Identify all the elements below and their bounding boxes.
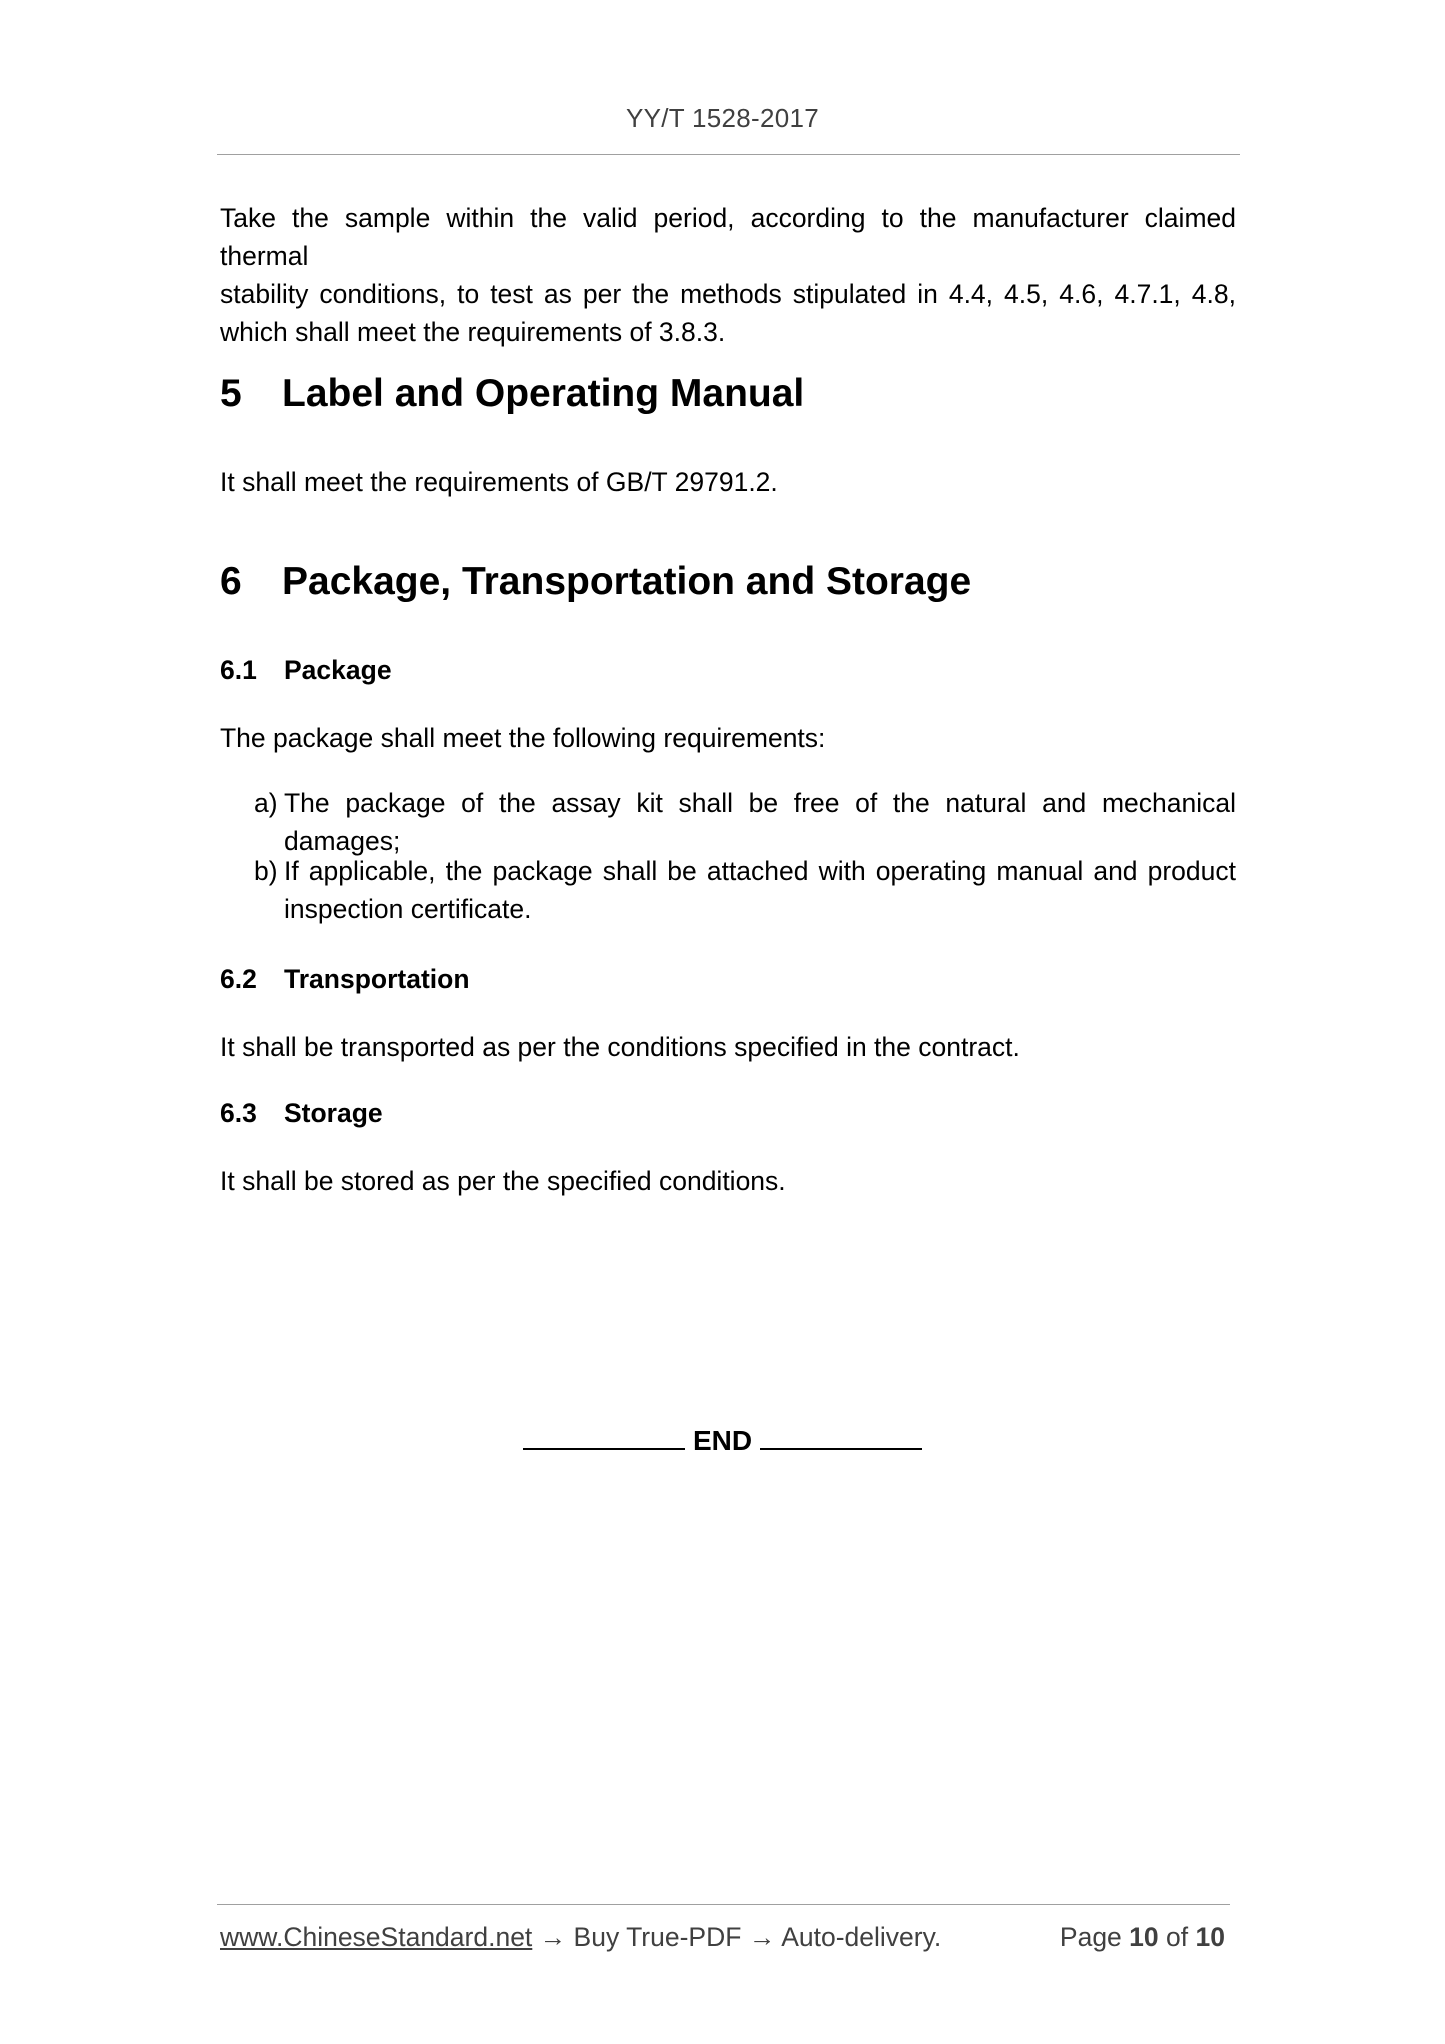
subsection-6-2-text: It shall be transported as per the conditions specified in the contract. bbox=[220, 1032, 1020, 1062]
footer-divider bbox=[217, 1904, 1230, 1905]
subsection-6-3-text: It shall be stored as per the specified conditions. bbox=[220, 1166, 786, 1196]
list-marker: a) bbox=[254, 788, 278, 818]
end-rule-left bbox=[523, 1422, 685, 1450]
page-number bbox=[1060, 1922, 1225, 1953]
section-6-heading bbox=[220, 560, 971, 604]
subsection-title: Transportation bbox=[284, 964, 470, 994]
end-rule-right bbox=[760, 1422, 922, 1450]
header-divider bbox=[217, 154, 1240, 155]
list-text: inspection certificate. bbox=[284, 894, 532, 924]
subsection-title: Package bbox=[284, 655, 392, 685]
subsection-number: 6.2 bbox=[220, 964, 257, 994]
section-5-heading bbox=[220, 372, 804, 416]
delivery-text: Auto-delivery. bbox=[781, 1922, 942, 1952]
list-text: The package of the assay kit shall be free of the natural and mechanical damages; bbox=[284, 788, 1236, 856]
end-marker bbox=[0, 1422, 1445, 1457]
list-marker: b) bbox=[254, 856, 278, 886]
website-link[interactable]: www.ChineseStandard.net bbox=[220, 1922, 533, 1952]
section-number: 6 bbox=[220, 560, 242, 603]
arrow-icon: → bbox=[539, 1922, 567, 1952]
section-number: 5 bbox=[220, 372, 242, 415]
page-current: 10 bbox=[1129, 1922, 1159, 1952]
subsection-6-3-heading bbox=[220, 1098, 383, 1129]
subsection-6-2-heading bbox=[220, 964, 470, 995]
subsection-title: Storage bbox=[284, 1098, 383, 1128]
subsection-number: 6.1 bbox=[220, 655, 257, 685]
end-text: END bbox=[692, 1425, 753, 1456]
intro-line: stability conditions, to test as per the methods stipulated in 4.4, 4.5, 4.6, 4.7.1, 4.8, bbox=[220, 279, 1236, 309]
list-text: If applicable, the package shall be attached with operating manual and product bbox=[284, 856, 1236, 886]
section-title: Label and Operating Manual bbox=[282, 372, 805, 415]
list-item bbox=[254, 784, 1236, 860]
intro-line: which shall meet the requirements of 3.8.3. bbox=[220, 317, 726, 347]
buy-text: Buy True-PDF bbox=[573, 1922, 742, 1952]
subsection-6-1-heading bbox=[220, 655, 392, 686]
subsection-number: 6.3 bbox=[220, 1098, 257, 1128]
page-footer bbox=[220, 1922, 1230, 1953]
list-item bbox=[254, 852, 1236, 928]
intro-line: Take the sample within the valid period, according to the manufacturer claimed thermal bbox=[220, 203, 1236, 271]
page-total: 10 bbox=[1195, 1922, 1225, 1952]
section-5-text: It shall meet the requirements of GB/T 29791.2. bbox=[220, 467, 778, 497]
intro-paragraph bbox=[220, 199, 1236, 351]
arrow-icon: → bbox=[748, 1922, 776, 1952]
page-label: Page bbox=[1059, 1922, 1122, 1952]
section-title: Package, Transportation and Storage bbox=[282, 560, 972, 603]
running-header: YY/T 1528-2017 bbox=[625, 103, 820, 133]
subsection-6-1-text: The package shall meet the following requirements: bbox=[220, 723, 826, 753]
of-label: of bbox=[1166, 1922, 1189, 1952]
